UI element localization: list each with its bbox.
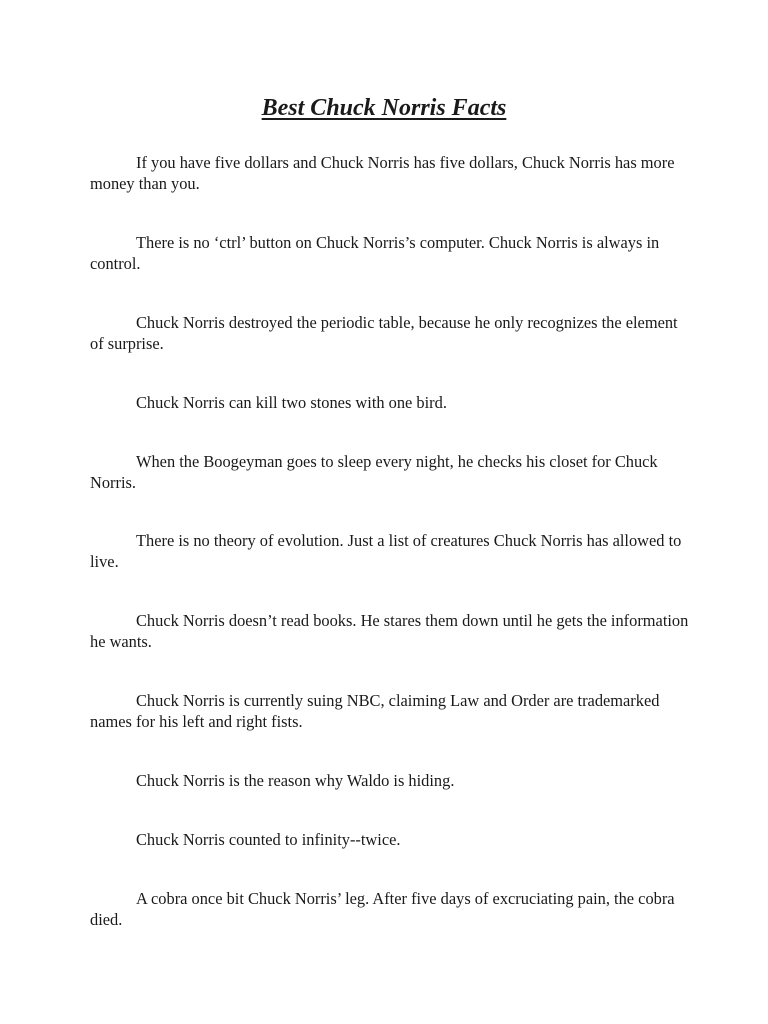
fact-paragraph: When the Boogeyman goes to sleep every night, he checks his closet for Chuck Norris. — [90, 452, 658, 492]
fact-paragraph: Chuck Norris doesn’t read books. He stares them down until he gets the information he wants. — [90, 611, 689, 651]
fact-paragraph: Chuck Norris can kill two stones with one bird. — [136, 393, 447, 412]
fact-paragraph: Chuck Norris is currently suing NBC, claiming Law and Order are trademarked names for his left and right fists. — [90, 691, 660, 731]
fact-paragraph: A cobra once bit Chuck Norris’ leg. After five days of excruciating pain, the cobra died. — [90, 889, 675, 929]
fact-paragraph: Chuck Norris destroyed the periodic table, because he only recognizes the element of surprise. — [90, 313, 678, 353]
document-title: Best Chuck Norris Facts — [261, 95, 507, 121]
fact-paragraph: There is no ‘ctrl’ button on Chuck Norris’s computer. Chuck Norris is always in control. — [90, 233, 660, 273]
fact-paragraph: Chuck Norris is the reason why Waldo is hiding. — [136, 771, 455, 790]
fact-paragraph: There is no theory of evolution. Just a list of creatures Chuck Norris has allowed to live. — [90, 531, 682, 571]
fact-paragraph: Chuck Norris counted to infinity--twice. — [136, 830, 401, 849]
fact-paragraph: If you have five dollars and Chuck Norris has five dollars, Chuck Norris has more money than you. — [90, 153, 675, 193]
